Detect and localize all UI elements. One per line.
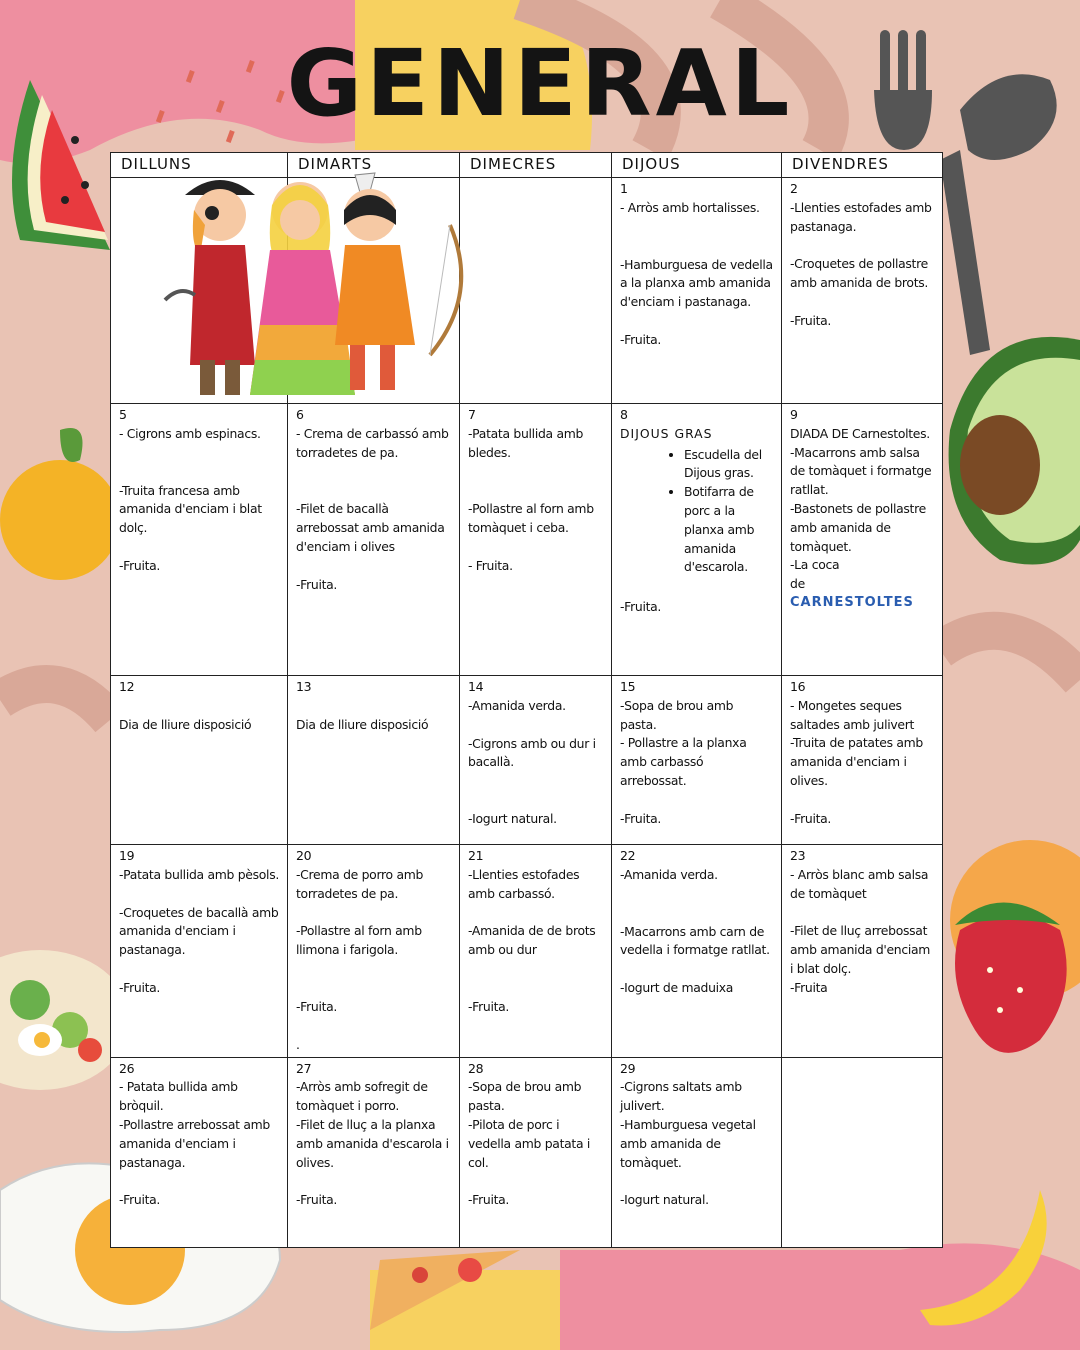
week-row — [111, 1057, 943, 1247]
header-tuesday: DIMARTS — [288, 153, 460, 178]
day-number: 12 — [119, 679, 135, 694]
spacer — [620, 312, 773, 331]
day-cell — [111, 676, 288, 845]
spacer — [296, 481, 451, 500]
day-cell — [782, 676, 943, 845]
day-cell — [612, 676, 782, 845]
spacer — [296, 462, 451, 481]
spacer — [468, 481, 603, 500]
spacer — [119, 960, 279, 979]
menu-item: -Pollastre arrebossat amb amanida d'enciam i pastanaga. — [119, 1116, 270, 1170]
menu-item: - Pollastre a la planxa amb carbassó arrebossat. — [620, 735, 747, 788]
day-cell — [612, 178, 782, 404]
day-number: 27 — [296, 1060, 312, 1076]
spacer — [620, 960, 773, 979]
spacer — [119, 444, 279, 463]
carnival-kids-illustration — [160, 165, 480, 405]
menu-item: -Filet de lluç a la planxa amb amanida d'escarola i olives. — [296, 1116, 449, 1170]
carnestoltes-logo: CARNESTOLTES — [790, 594, 914, 610]
pirate-figure — [165, 180, 255, 395]
special-day-heading: DIJOUS GRAS — [620, 425, 713, 441]
spacer — [468, 903, 603, 922]
day-cell — [460, 178, 612, 404]
spacer — [296, 960, 451, 979]
day-cell — [111, 1057, 288, 1247]
menu-item: -Amanida verda. — [620, 866, 718, 882]
spacer — [468, 979, 603, 998]
menu-item: -Sopa de brou amb pasta. — [468, 1079, 582, 1114]
day-number: 16 — [790, 679, 806, 694]
week-row — [111, 676, 943, 845]
menu-item: -La coca — [790, 557, 840, 573]
header-monday: DILLUNS — [111, 153, 288, 178]
spacer — [119, 885, 279, 904]
menu-item: -Hamburguesa de vedella a la planxa amb amanida d'enciam i pastanaga. — [620, 256, 773, 310]
menu-item: -Fruita. — [296, 998, 338, 1014]
menu-item: Dia de lliure disposició — [296, 716, 429, 732]
spacer — [620, 1172, 773, 1191]
day-cell — [782, 404, 943, 676]
menu-bullet-item: • Botifarra de porc a la planxa amb amanida d'escarola. — [684, 483, 773, 577]
day-cell — [782, 845, 943, 1058]
day-number: 6 — [296, 407, 304, 422]
menu-item: -Fruita. — [119, 557, 161, 573]
day-cell — [288, 676, 460, 845]
menu-item: -Croquetes de bacallà amb amanida d'enciam i pastanaga. — [119, 904, 279, 958]
spacer — [296, 1017, 451, 1036]
day-cell — [111, 404, 288, 676]
menu-item: -Filet de bacallà arrebossat amb amanida d'enciam i olives — [296, 501, 445, 554]
menu-item: Dia de lliure disposició — [119, 716, 252, 732]
lemon-icon — [0, 428, 120, 580]
day-number: 26 — [119, 1060, 135, 1076]
spacer — [468, 960, 603, 979]
menu-item: - Arròs amb hortalisses. — [620, 199, 760, 215]
spacer — [468, 716, 603, 735]
spacer — [620, 885, 773, 904]
menu-item: -Cigrons saltats amb julivert. — [620, 1079, 742, 1114]
menu-item: -Fruita. — [468, 998, 510, 1014]
strawberry-icon — [955, 903, 1067, 1053]
day-number: 29 — [620, 1060, 636, 1076]
day-number: 23 — [790, 848, 806, 863]
menu-item: -Crema de porro amb torradetes de pa. — [296, 866, 424, 901]
day-cell — [782, 178, 943, 404]
menu-item: de — [790, 576, 805, 592]
day-number: 14 — [468, 679, 484, 694]
day-cell — [288, 845, 460, 1058]
header-thursday: DIJOUS — [612, 153, 782, 178]
menu-item: - Cigrons amb espinacs. — [119, 425, 261, 441]
menu-item: -Macarrons amb salsa de tomàquet i formatge ratllat. — [790, 444, 932, 498]
spacer — [468, 538, 603, 557]
menu-item: -Fruita. — [119, 979, 161, 995]
day-number: 1 — [620, 181, 628, 196]
spacer — [296, 557, 451, 576]
menu-item: -Fruita. — [296, 1192, 338, 1208]
menu-item: -Cigrons amb ou dur i bacallà. — [468, 735, 596, 770]
menu-item: -Fruita. — [119, 1192, 161, 1208]
day-number: 28 — [468, 1060, 484, 1076]
menu-item: -Iogurt de maduixa — [620, 980, 734, 996]
menu-item: -Pollastre al forn amb tomàquet i ceba. — [468, 501, 594, 536]
spacer — [620, 904, 773, 923]
day-number: 2 — [790, 181, 798, 196]
day-cell — [460, 676, 612, 845]
day-number: 8 — [620, 407, 628, 422]
spacer — [296, 697, 451, 716]
menu-item: -Fruita. — [296, 576, 338, 592]
menu-item: - Patata bullida amb bròquil. — [119, 1079, 238, 1114]
menu-item: -Macarrons amb carn de vedella i formatge ratllat. — [620, 923, 770, 958]
menu-item: -Fruita. — [790, 810, 832, 826]
day-cell — [612, 1057, 782, 1247]
page-title: GENERAL — [286, 30, 794, 137]
day-number: 7 — [468, 407, 476, 422]
day-cell — [612, 404, 782, 676]
day-number: 19 — [119, 848, 135, 863]
princess-figure — [250, 182, 355, 395]
menu-item: -Fruita. — [468, 1192, 510, 1208]
spacer — [119, 697, 279, 716]
menu-item: -Llenties estofades amb pastanaga. — [790, 199, 932, 234]
menu-item: -Hamburguesa vegetal amb amanida de tomàquet. — [620, 1116, 756, 1170]
menu-item: -Fruita. — [620, 810, 662, 826]
week-row — [111, 404, 943, 676]
day-cell — [460, 845, 612, 1058]
day-cell — [782, 1057, 943, 1247]
spacer — [790, 903, 934, 922]
day-cell — [612, 845, 782, 1058]
menu-item: - Arròs blanc amb salsa de tomàquet — [790, 866, 929, 901]
spacer — [790, 293, 934, 312]
menu-item: -Fruita — [790, 979, 828, 995]
menu-item: -Fruita. — [620, 331, 662, 347]
spacer — [468, 1172, 603, 1191]
menu-bullet-item: • Escudella del Dijous gras. — [684, 446, 773, 484]
menu-item: - Mongetes seques saltades amb julivert — [790, 697, 915, 732]
menu-item: . — [296, 1036, 300, 1052]
menu-item: -Llenties estofades amb carbassó. — [468, 866, 580, 901]
header-wednesday: DIMECRES — [460, 153, 612, 178]
menu-item: -Patata bullida amb pèsols. — [119, 866, 279, 882]
menu-item: -Truita de patates amb amanida d'enciam i olives. — [790, 735, 923, 788]
day-number: 20 — [296, 848, 312, 863]
day-number: 9 — [790, 407, 798, 422]
week-row — [111, 845, 943, 1058]
menu-item: -Amanida de de brots amb ou dur — [468, 923, 596, 958]
day-number: 13 — [296, 679, 312, 694]
day-number: 5 — [119, 407, 127, 422]
menu-item: -Fruita. — [790, 312, 832, 328]
menu-item: - Crema de carbassó amb torradetes de pa. — [296, 425, 449, 460]
spacer — [296, 903, 451, 922]
menu-item: -Arròs amb sofregit de tomàquet i porro. — [296, 1079, 428, 1114]
menu-item: -Truita francesa amb amanida d'enciam i blat dolç. — [119, 482, 262, 536]
day-cell — [460, 1057, 612, 1247]
menu-bullet-list — [620, 446, 773, 578]
spacer — [620, 579, 773, 598]
day-number: 22 — [620, 848, 636, 863]
day-cell — [288, 1057, 460, 1247]
spacer — [296, 1172, 451, 1191]
header-friday: DIVENDRES — [782, 153, 943, 178]
spacer — [620, 791, 773, 810]
menu-item: -Amanida verda. — [468, 697, 566, 713]
spacer — [620, 237, 773, 256]
day-cell — [111, 845, 288, 1058]
menu-item: -Fruita. — [620, 599, 662, 615]
day-cell — [460, 404, 612, 676]
archer-figure — [335, 173, 461, 390]
spacer — [468, 772, 603, 791]
menu-item: - Fruita. — [468, 557, 513, 573]
day-cell — [288, 404, 460, 676]
menu-item: DIADA DE Carnestoltes. — [790, 425, 930, 441]
spacer — [620, 218, 773, 237]
day-number: 21 — [468, 848, 484, 863]
menu-item: -Croquetes de pollastre amb amanida de brots. — [790, 256, 929, 291]
spacer — [468, 791, 603, 810]
avocado-icon — [949, 337, 1080, 565]
swirl-shape — [940, 631, 1080, 680]
menu-item: -Sopa de brou amb pasta. — [620, 697, 734, 732]
spacer — [119, 538, 279, 557]
day-number: 15 — [620, 679, 636, 694]
spacer — [468, 462, 603, 481]
menu-item: -Pilota de porc i vedella amb patata i col. — [468, 1116, 591, 1170]
spacer — [790, 791, 934, 810]
menu-item: -Bastonets de pollastre amb amanida de tomàquet. — [790, 500, 926, 554]
spacer — [296, 979, 451, 998]
spacer — [119, 463, 279, 482]
spacer — [790, 236, 934, 255]
menu-item: -Pollastre al forn amb llimona i farigola. — [296, 923, 422, 958]
menu-item: -Filet de lluç arrebossat amb amanida d'enciam i blat dolç. — [790, 923, 931, 976]
menu-item: -Patata bullida amb bledes. — [468, 425, 584, 460]
menu-item: -Iogurt natural. — [468, 811, 557, 827]
swirl-shape — [0, 684, 110, 720]
spacer — [119, 1172, 279, 1191]
menu-item: -Iogurt natural. — [620, 1192, 709, 1208]
